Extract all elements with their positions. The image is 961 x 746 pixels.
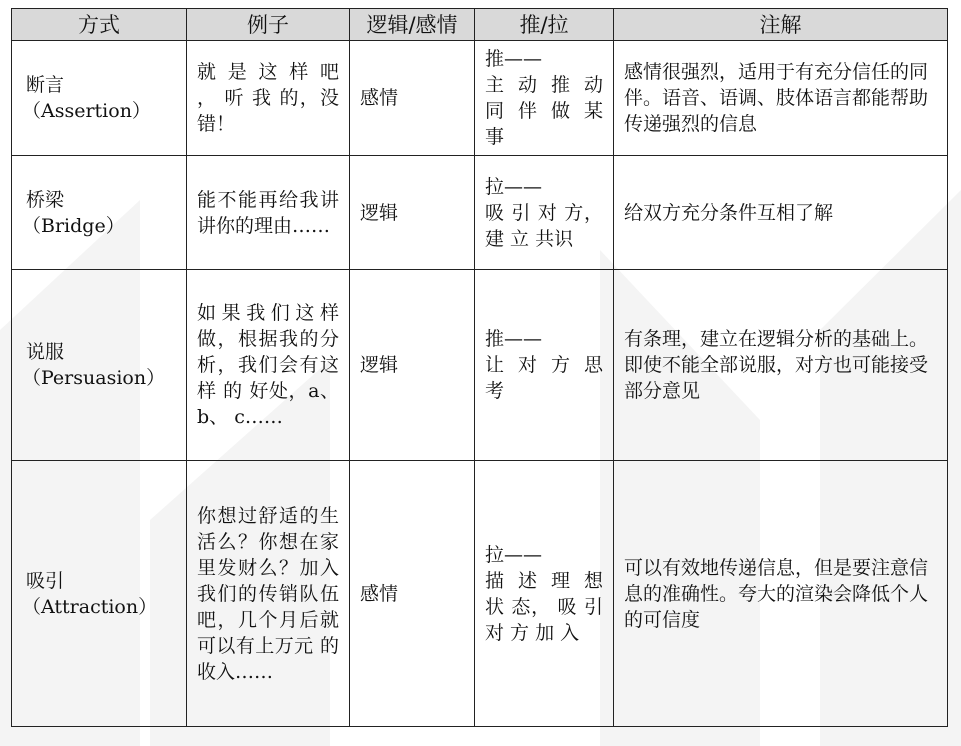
method-cell (12, 461, 187, 727)
communication-methods-table (11, 8, 948, 727)
method-name: 说服 (26, 341, 65, 363)
note-cell: 感情很强烈，适用于有充分信任的同伴。语音、语调、肢体语言都能帮助传递强烈的信息 (614, 41, 948, 156)
method-name: 吸引 (26, 569, 65, 592)
push-pull-description: 主 动 推 动 同 伴 做 某 事 (485, 74, 603, 148)
push-pull-cell (475, 156, 614, 270)
table-row (12, 156, 948, 270)
table-header-row (12, 9, 948, 41)
example-cell: 如果我们这样做，根据我的分析，我们会有这样 的 好处，a、 b、 c…… (187, 270, 350, 461)
method-cell (12, 41, 187, 156)
table-row (12, 461, 948, 727)
note-cell: 可以有效地传递信息，但是要注意信息的准确性。夸大的渲染会降低个人的可信度 (614, 461, 948, 727)
header-note: 注解 (614, 9, 948, 41)
method-cell (12, 270, 187, 461)
method-cell (12, 156, 187, 270)
method-english: （Assertion） (22, 100, 151, 122)
example-cell: 就 是 这 样 吧 ， 听 我 的，没错！ (187, 41, 350, 156)
push-pull-description: 让 对 方 思 考 (485, 354, 603, 402)
method-english: （Persuasion） (22, 367, 166, 389)
push-pull-cell (475, 461, 614, 727)
push-pull-cell (475, 41, 614, 156)
note-cell: 有条理，建立在逻辑分析的基础上。即使不能全部说服，对方也可能接受部分意见 (614, 270, 948, 461)
example-cell: 能不能再给我讲讲你的理由…… (187, 156, 350, 270)
header-logic-emotion: 逻辑/感情 (350, 9, 475, 41)
push-pull-description: 描 述 理 想 状 态， 吸 引 对 方 加 入 (485, 569, 603, 644)
push-pull-direction: 拉—— (485, 543, 543, 566)
method-english: （Attraction） (22, 595, 158, 618)
table-row (12, 270, 948, 461)
header-method: 方式 (12, 9, 187, 41)
note-cell: 给双方充分条件互相了解 (614, 156, 948, 270)
push-pull-direction: 拉—— (485, 175, 543, 198)
method-english: （Bridge） (22, 214, 125, 237)
type-cell: 感情 (350, 41, 475, 156)
method-name: 桥梁 (26, 188, 65, 211)
type-cell: 逻辑 (350, 156, 475, 270)
push-pull-direction: 推—— (485, 48, 543, 70)
push-pull-direction: 推—— (485, 328, 543, 350)
table-row (12, 41, 948, 156)
example-cell: 你想过舒适的生活么？你想在家里发财么？加入我们的传销队伍吧，几个月后就可以有上万元 的 收入…… (187, 461, 350, 727)
header-push-pull: 推/拉 (475, 9, 614, 41)
type-cell: 感情 (350, 461, 475, 727)
type-cell: 逻辑 (350, 270, 475, 461)
method-name: 断言 (26, 74, 65, 96)
header-example: 例子 (187, 9, 350, 41)
push-pull-cell (475, 270, 614, 461)
push-pull-description: 吸 引 对 方， 建 立 共识 (485, 201, 603, 250)
